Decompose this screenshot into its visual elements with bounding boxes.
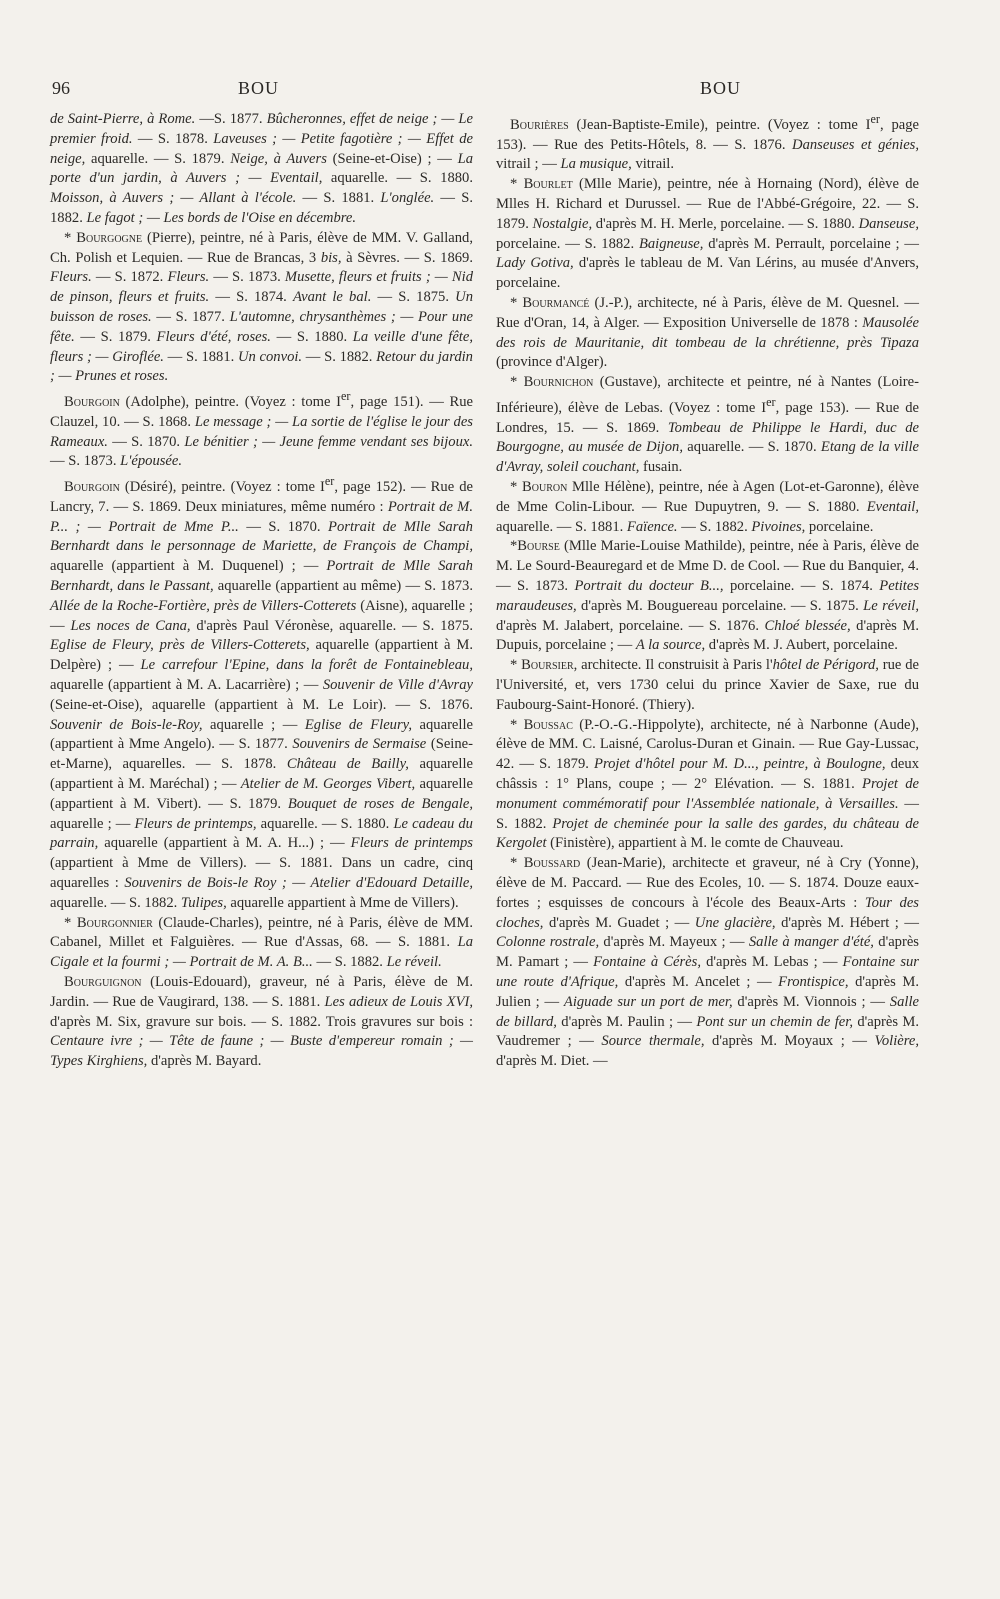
entry-bourguignon: Bourguignon (Louis-Edouard), graveur, né à Paris, élève de M. Jardin. — Rue de Vaugirard, 138. — S. 1881. Les adieux de Louis XVI, d'après M. Six, gravure sur bois. — S. 1882. Trois gravures sur bois : Centaure ivre ; — Tête de faune ; — Buste d'empereur romain ; — Types Kirghiens, d'après M. Bayard. xyxy=(50,973,474,1070)
entry-bourlet: * Bourlet (Mlle Marie), peintre, née à Hornaing (Nord), élève de Mlles H. Richard et Durussel. — Rue de l'Abbé-Grégoire, 22. — S. 1879. Nostalgie, d'après M. H. Merle, porcelaine. — S. 1880. Danseuse, porcelaine. — S. 1882. Baigneuse, d'après M. Perrault, porcelaine ; — Lady Gotiva, d'après le tableau de M. Van Lérins, au musée d'Anvers, porcelaine. xyxy=(496,176,919,292)
left-column xyxy=(50,110,473,1072)
running-head-left: BOU xyxy=(238,78,280,98)
page-number: 96 xyxy=(52,78,70,98)
entry-continuation: de Saint-Pierre, à Rome. —S. 1877. Bûcheronnes, effet de neige ; — Le premier froid. — S. 1878. Laveuses ; — Petite fagotière ; — Effet de neige, aquarelle. — S. 1879. Neige, à Auvers (Seine-et-Oise) ; — La porte d'un jardin, à Auvers ; — Eventail, aquarelle. — S. 1880. Moisson, à Auvers ; — Allant à l'école. — S. 1881. L'onglée. — S. 1882. Le fagot ; — Les bords de l'Oise en décembre. xyxy=(50,111,474,226)
entry-bourse: *Bourse (Mlle Marie-Louise Mathilde), peintre, née à Paris, élève de M. Le Sourd-Beauregard et de Mme D. de Cool. — Rue du Banquier, 4. — S. 1873. Portrait du docteur B..., porcelaine. — S. 1874. Petites maraudeuses, d'après M. Bouguereau porcelaine. — S. 1875. Le réveil, d'après M. Jalabert, porcelaine. — S. 1876. Chloé blessée, d'après M. Dupuis, porcelaine ; — A la source, d'après M. J. Aubert, porcelaine. xyxy=(496,538,920,654)
entry-bourgoin-desire: Bourgoin (Désiré), peintre. (Voyez : tome Ier, page 152). — Rue de Lancry, 7. — S. 1869. Deux miniatures, même numéro : Portrait de M. P... ; — Portrait de Mme P... — S. 1870. Portrait de Mlle Sarah Bernhardt dans le personnage de Mariette, de François de Champi, aquarelle (appartient à M. Duquenel) ; — Portrait de Mlle Sarah Bernhardt, dans le Passant, aquarelle (appartient au même) — S. 1873. Allée de la Roche-Fortière, près de Villers-Cotterets (Aisne), aquarelle ; — Les noces de Cana, d'après Paul Véronèse, aquarelle. — S. 1875. Eglise de Fleury, près de Villers-Cotterets, aquarelle (appartient à M. Delpère) ; — Le carrefour l'Epine, dans la forêt de Fontainebleau, aquarelle (appartient à M. A. Lacarrière) ; — Souvenir de Ville d'Avray (Seine-et-Oise), aquarelle (appartient à M. Le Loir). — S. 1876. Souvenir de Bois-le-Roy, aquarelle ; — Eglise de Fleury, aquarelle (appartient à Mme Angelo). — S. 1877. Souvenirs de Sermaise (Seine-et-Marne), aquarelles. — S. 1878. Château de Bailly, aquarelle (appartient à M. Maréchal) ; — Atelier de M. Georges Vibert, aquarelle (appartient à M. Vibert). — S. 1879. Bouquet de roses de Bengale, aquarelle ; — Fleurs de printemps, aquarelle. — S. 1880. Le cadeau du parrain, aquarelle (appartient à M. A. H...) ; — Fleurs de printemps (appartient à Mme de Villers). — S. 1881. Dans un cadre, cinq aquarelles : Souvenirs de Bois-le Roy ; — Atelier d'Edouard Detaille, aquarelle. — S. 1882. Tulipes, aquarelle appartient à Mme de Villers). xyxy=(50,474,473,911)
right-column xyxy=(496,110,919,1072)
entry-boussard: * Boussard (Jean-Marie), architecte et graveur, né à Cry (Yonne), élève de M. Paccard. — Rue des Ecoles, 10. — S. 1874. Douze eaux-fortes ; esquisses de concours à l'école des Beaux-Arts : Tour des cloches, d'après M. Guadet ; — Une glacière, d'après M. Hébert ; — Colonne rostrale, d'après M. Mayeux ; — Salle à manger d'été, d'après M. Pamart ; — Fontaine à Cérès, d'après M. Lebas ; — Fontaine sur une route d'Afrique, d'après M. Ancelet ; — Frontispice, d'après M. Julien ; — Aiguade sur un port de mer, d'après M. Vionnois ; — Salle de billard, d'après M. Paulin ; — Pont sur un chemin de fer, d'après M. Vaudremer ; — Source thermale, d'après M. Moyaux ; — Volière, d'après M. Diet. — xyxy=(496,855,920,1070)
running-head-right: BOU xyxy=(700,78,742,98)
entry-bourgogne: * Bourgogne (Pierre), peintre, né à Paris, élève de MM. V. Galland, Ch. Polish et Lequien. — Rue de Brancas, 3 bis, à Sèvres. — S. 1869. Fleurs. — S. 1872. Fleurs. — S. 1873. Musette, fleurs et fruits ; — Nid de pinson, fleurs et fruits. — S. 1874. Avant le bal. — S. 1875. Un buisson de roses. — S. 1877. L'automne, chrysanthèmes ; — Pour une fête. — S. 1879. Fleurs d'été, roses. — S. 1880. La veille d'une fête, fleurs ; — Giroflée. — S. 1881. Un convoi. — S. 1882. Retour du jardin ; — Prunes et roses. xyxy=(50,229,474,385)
entry-boursier: * Boursier, architecte. Il construisit à Paris l'hôtel de Périgord, rue de l'Université, et, vers 1730 celui du prince Xavier de Saxe, rue du Faubourg-Saint-Honoré. (Thiery). xyxy=(496,657,919,713)
entry-boussac: * Boussac (P.-O.-G.-Hippolyte), architecte, né à Narbonne (Aude), élève de MM. C. Laisné, Carolus-Duran et Ginain. — Rue Gay-Lussac, 42. — S. 1879. Projet d'hôtel pour M. D..., peintre, à Boulogne, deux châssis : 1° Plans, coupe ; — 2° Elévation. — S. 1881. Projet de monument commémoratif pour l'Assemblée nationale, à Versailles. — S. 1882. Projet de cheminée pour la salle des gardes, du château de Kergolet (Finistère), appartient à M. le comte de Chauveau. xyxy=(496,716,920,852)
entry-bourieres: Bourières (Jean-Baptiste-Emile), peintre. (Voyez : tome Ier, page 153). — Rue des Petits-Hôtels, 8. — S. 1876. Danseuses et génies, vitrail ; — La musique, vitrail. xyxy=(496,112,920,173)
entry-bourmance: * Bourmancé (J.-P.), architecte, né à Paris, élève de M. Quesnel. — Rue d'Oran, 14, à Alger. — Exposition Universelle de 1878 : Mausolée des rois de Mauritanie, dit tombeau de la chrétienne, près Tipaza (province d'Alger). xyxy=(496,295,919,371)
entry-bournichon: * Bournichon (Gustave), architecte et peintre, né à Nantes (Loire-Inférieure), élève de Lebas. (Voyez : tome Ier, page 153). — Rue de Londres, 15. — S. 1869. Tombeau de Philippe le Hardi, duc de Bourgogne, au musée de Dijon, aquarelle. — S. 1870. Etang de la ville d'Avray, soleil couchant, fusain. xyxy=(496,374,919,476)
entry-bourgonnier: * Bourgonnier (Claude-Charles), peintre, né à Paris, élève de MM. Cabanel, Millet et Falguières. — Rue d'Assas, 68. — S. 1881. La Cigale et la fourmi ; — Portrait de M. A. B... — S. 1882. Le réveil. xyxy=(50,914,473,971)
entry-bouron: * Bouron Mlle Hélène), peintre, née à Agen (Lot-et-Garonne), élève de Mme Colin-Libour. — Rue Dupuytren, 9. — S. 1880. Eventail, aquarelle. — S. 1881. Faïence. — S. 1882. Pivoines, porcelaine. xyxy=(496,479,919,535)
entry-bourgoin-adolphe: Bourgoin (Adolphe), peintre. (Voyez : tome Ier, page 151). — Rue Clauzel, 10. — S. 1868. Le message ; — La sortie de l'église le jour des Rameaux. — S. 1870. Le bénitier ; — Jeune femme vendant ses bijoux. — S. 1873. L'épousée. xyxy=(50,389,474,470)
